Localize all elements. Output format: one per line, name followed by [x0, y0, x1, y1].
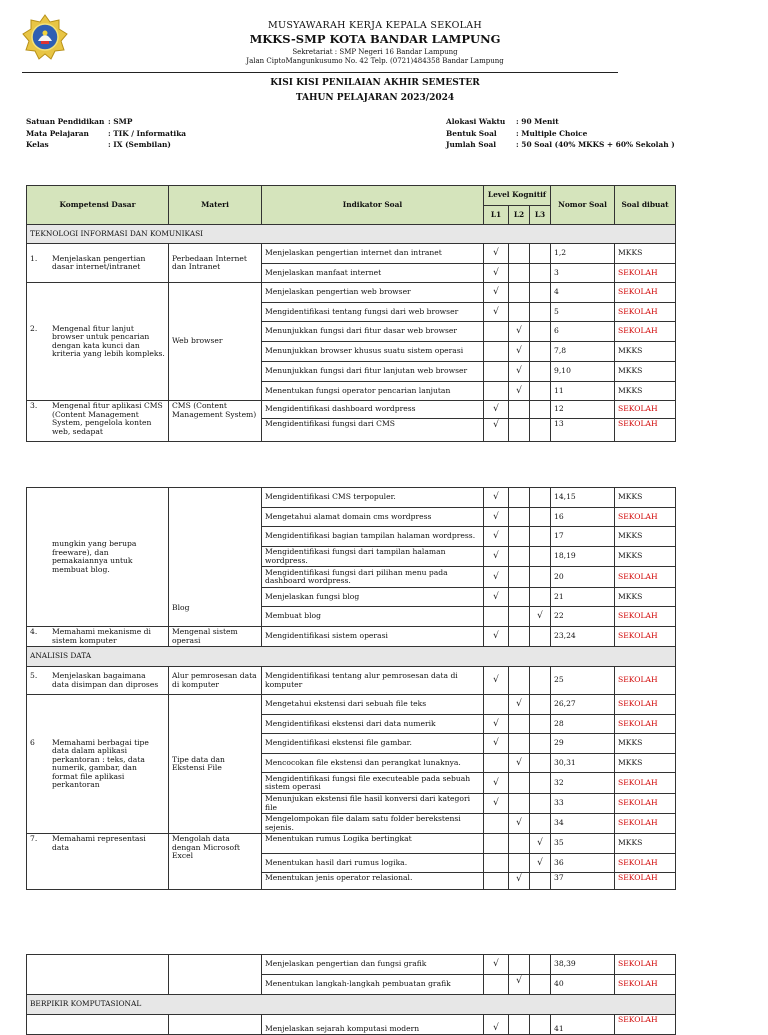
kd-cell	[27, 1015, 169, 1035]
materi-cell	[169, 955, 262, 995]
nomor-cell: 36	[551, 854, 615, 873]
dibuat-cell: MKKS	[615, 734, 676, 754]
nomor-cell: 9,10	[551, 362, 615, 382]
level-check: √	[484, 419, 509, 442]
meta-label: Bentuk Soal	[446, 128, 497, 138]
nomor-cell: 12	[551, 401, 615, 419]
table-row	[27, 401, 676, 419]
indikator-cell: Menjelaskan sejarah komputasi modern	[262, 1015, 484, 1035]
header-kompetensi-dasar: Kompetensi Dasar	[27, 186, 169, 225]
materi-cell	[169, 1015, 262, 1035]
table-row	[27, 1015, 676, 1035]
dibuat-cell: MKKS	[615, 488, 676, 508]
table-row	[27, 283, 676, 303]
meta-label: Satuan Pendidikan	[26, 117, 105, 126]
kd-cell	[27, 955, 169, 995]
nomor-cell: 25	[551, 667, 615, 695]
address-secretariat: Sekretariat : SMP Negeri 16 Bandar Lampung	[292, 48, 458, 56]
level-check: √	[509, 754, 530, 773]
kisi-table-1	[26, 185, 676, 442]
level-check: √	[484, 508, 509, 527]
nomor-cell: 26,27	[551, 695, 615, 715]
level-check: √	[484, 955, 509, 975]
indikator-cell: Mengidentifikasi tentang fungsi dari web browser	[262, 303, 484, 322]
dibuat-cell: MKKS	[615, 342, 676, 362]
dibuat-cell: SEKOLAH	[615, 715, 676, 734]
document-year: TAHUN PELAJARAN 2023/2024	[295, 93, 455, 103]
nomor-cell: 14,15	[551, 488, 615, 508]
dibuat-cell: MKKS	[615, 754, 676, 773]
nomor-cell: 11	[551, 382, 615, 401]
header-materi: Materi	[169, 186, 262, 225]
indikator-cell: Mengidentifikasi tentang alur pemrosesan data di komputer	[262, 667, 484, 695]
nomor-cell: 33	[551, 794, 615, 814]
dibuat-cell: MKKS	[615, 382, 676, 401]
indikator-cell: Mengidentifikasi bagian tampilan halaman wordpress.	[262, 527, 484, 547]
meta-value: : SMP	[108, 117, 133, 126]
indikator-cell: Mengidentifikasi ekstensi dari data numerik	[262, 715, 484, 734]
nomor-cell: 29	[551, 734, 615, 754]
header-l1: L1	[484, 206, 509, 225]
level-check: √	[484, 794, 509, 814]
kd-cell	[27, 695, 169, 834]
indikator-cell: Mengidentifikasi fungsi dari CMS	[262, 419, 484, 442]
indikator-cell: Menjelaskan pengertian dan fungsi grafik	[262, 955, 484, 975]
nomor-cell: 7,8	[551, 342, 615, 362]
kd-text: Menjelaskan pengertian dasar internet/intranet	[52, 253, 146, 271]
indikator-cell: Mengidentifikasi fungsi dari pilihan menu pada dashboard wordpress.	[262, 567, 484, 588]
indikator-cell: Menunjukkan fungsi dari fitur lanjutan web browser	[262, 362, 484, 382]
kisi-table-2	[26, 487, 676, 890]
level-check: √	[484, 244, 509, 264]
level-check: √	[484, 567, 509, 588]
meta-left	[26, 117, 186, 152]
indikator-cell: Membuat blog	[262, 607, 484, 627]
materi-cell: CMS (Content Management System)	[169, 401, 262, 442]
materi-cell: Web browser	[169, 283, 262, 401]
level-check: √	[509, 362, 530, 382]
dibuat-cell: SEKOLAH	[615, 814, 676, 834]
indikator-cell: Mengidentifikasi fungsi dari tampilan halaman wordpress.	[262, 547, 484, 567]
kd-number: 1.	[30, 253, 38, 263]
meta-value: : 50 Soal (40% MKKS + 60% Sekolah )	[516, 140, 675, 149]
header-soal-dibuat: Soal dibuat	[615, 186, 676, 225]
dibuat-cell: SEKOLAH	[615, 873, 676, 890]
level-check: √	[484, 488, 509, 508]
dibuat-cell: SEKOLAH	[615, 1015, 676, 1035]
indikator-cell: Menjelaskan manfaat internet	[262, 264, 484, 283]
materi-cell: Blog	[169, 488, 262, 627]
dibuat-cell: SEKOLAH	[615, 667, 676, 695]
indikator-cell: Menunjukkan browser khusus suatu sistem operasi	[262, 342, 484, 362]
meta-right	[446, 117, 675, 152]
nomor-cell: 22	[551, 607, 615, 627]
level-check: √	[509, 975, 530, 995]
org-line-2: MKKS-SMP KOTA BANDAR LAMPUNG	[249, 32, 501, 46]
section-heading: TEKNOLOGI INFORMASI DAN KOMUNIKASI	[27, 225, 676, 244]
dibuat-cell: SEKOLAH	[615, 303, 676, 322]
kd-number: 7.	[30, 834, 38, 843]
nomor-cell: 38,39	[551, 955, 615, 975]
table-row	[27, 667, 676, 695]
kd-cell	[27, 401, 169, 442]
indikator-cell: Menentukan hasil dari rumus logika.	[262, 854, 484, 873]
indikator-cell: Mengidentifikasi sistem operasi	[262, 627, 484, 647]
dibuat-cell: MKKS	[615, 834, 676, 854]
indikator-cell: Mengidentifikasi CMS terpopuler.	[262, 488, 484, 508]
level-check: √	[484, 264, 509, 283]
indikator-cell: Mengetahui alamat domain cms wordpress	[262, 508, 484, 527]
kd-text: mungkin yang berupa freeware), dan pemakaiannya untuk membuat blog.	[52, 539, 137, 574]
level-check: √	[484, 588, 509, 607]
dibuat-cell: SEKOLAH	[615, 567, 676, 588]
meta-label: Kelas	[26, 140, 49, 149]
nomor-cell: 21	[551, 588, 615, 607]
level-check: √	[509, 814, 530, 834]
dibuat-cell: SEKOLAH	[615, 283, 676, 303]
nomor-cell: 35	[551, 834, 615, 854]
level-check: √	[484, 283, 509, 303]
level-check: √	[530, 854, 551, 873]
kd-cell	[27, 488, 169, 627]
kd-number: 5.	[30, 671, 38, 680]
header-nomor-soal: Nomor Soal	[551, 186, 615, 225]
level-check: √	[484, 627, 509, 647]
header-level-kognitif: Level Kognitif	[484, 186, 551, 206]
nomor-cell: 4	[551, 283, 615, 303]
dibuat-cell: MKKS	[615, 244, 676, 264]
meta-label: Mata Pelajaran	[26, 128, 89, 138]
header-rule	[22, 72, 618, 73]
table-row	[27, 695, 676, 715]
dibuat-cell: MKKS	[615, 362, 676, 382]
indikator-cell: Menjelaskan pengertian internet dan intranet	[262, 244, 484, 264]
level-check: √	[484, 773, 509, 794]
header-l2: L2	[509, 206, 530, 225]
level-check: √	[484, 527, 509, 547]
dibuat-cell: MKKS	[615, 547, 676, 567]
kd-number: 6	[30, 737, 35, 747]
dibuat-cell: SEKOLAH	[615, 264, 676, 283]
indikator-cell: Mengidentifikasi ekstensi file gambar.	[262, 734, 484, 754]
header-l3: L3	[530, 206, 551, 225]
nomor-cell: 40	[551, 975, 615, 995]
header-indikator: Indikator Soal	[262, 186, 484, 225]
nomor-cell: 30,31	[551, 754, 615, 773]
materi-cell: Mengolah data dengan Microsoft Excel	[169, 834, 262, 890]
materi-cell: Tipe data dan Ekstensi File	[169, 695, 262, 834]
kd-text: Memahami berbagai tipe data dalam aplikasi perkantoran : teks, data numerik, gambar, dan format file aplikasi perkantoran	[52, 737, 149, 789]
level-check: √	[509, 873, 530, 890]
dibuat-cell: MKKS	[615, 588, 676, 607]
nomor-cell: 16	[551, 508, 615, 527]
kd-cell	[27, 627, 169, 647]
dibuat-cell: MKKS	[615, 527, 676, 547]
nomor-cell: 28	[551, 715, 615, 734]
dibuat-cell: SEKOLAH	[615, 975, 676, 995]
kd-text: Menjelaskan bagaimana data disimpan dan diproses	[52, 671, 159, 689]
table-row	[27, 955, 676, 975]
dibuat-cell: SEKOLAH	[615, 794, 676, 814]
dibuat-cell: SEKOLAH	[615, 773, 676, 794]
indikator-cell: Menentukan langkah-langkah pembuatan grafik	[262, 975, 484, 995]
level-check: √	[484, 667, 509, 695]
dibuat-cell: SEKOLAH	[615, 854, 676, 873]
indikator-cell: Menjelaskan pengertian web browser	[262, 283, 484, 303]
table-row	[27, 834, 676, 854]
kd-cell	[27, 244, 169, 283]
dibuat-cell: SEKOLAH	[615, 401, 676, 419]
dibuat-cell: SEKOLAH	[615, 627, 676, 647]
level-check: √	[484, 715, 509, 734]
materi-cell: Perbedaan Internet dan Intranet	[169, 244, 262, 283]
indikator-cell: Menentukan jenis operator relasional.	[262, 873, 484, 890]
dibuat-cell: SEKOLAH	[615, 695, 676, 715]
level-check: √	[484, 303, 509, 322]
meta-label: Alokasi Waktu	[446, 117, 506, 126]
indikator-cell: Menentukan fungsi operator pencarian lanjutan	[262, 382, 484, 401]
kd-text: Memahami representasi data	[52, 834, 146, 852]
dibuat-cell: SEKOLAH	[615, 322, 676, 342]
indikator-cell: Menunjukan ekstensi file hasil konversi dari kategori file	[262, 794, 484, 814]
table-row	[27, 627, 676, 647]
kd-text: Mengenal fitur lanjut browser untuk pencarian dengan kata kunci dan kriteria yang lebih kompleks.	[52, 323, 165, 358]
materi-cell: Alur pemrosesan data di komputer	[169, 667, 262, 695]
level-check: √	[509, 382, 530, 401]
org-line-1: MUSYAWARAH KERJA KEPALA SEKOLAH	[267, 20, 483, 31]
dibuat-cell: SEKOLAH	[615, 419, 676, 442]
nomor-cell: 1,2	[551, 244, 615, 264]
kd-cell	[27, 283, 169, 401]
nomor-cell: 23,24	[551, 627, 615, 647]
nomor-cell: 3	[551, 264, 615, 283]
nomor-cell: 37	[551, 873, 615, 890]
nomor-cell: 6	[551, 322, 615, 342]
dibuat-cell: SEKOLAH	[615, 607, 676, 627]
level-check: √	[509, 342, 530, 362]
nomor-cell: 13	[551, 419, 615, 442]
indikator-cell: Menentukan rumus Logika bertingkat	[262, 834, 484, 854]
section-heading: BERPIKIR KOMPUTASIONAL	[27, 995, 676, 1015]
dibuat-cell: SEKOLAH	[615, 955, 676, 975]
nomor-cell: 20	[551, 567, 615, 588]
nomor-cell: 5	[551, 303, 615, 322]
level-check: √	[484, 401, 509, 419]
document-title: KISI KISI PENILAIAN AKHIR SEMESTER	[270, 78, 480, 88]
level-check: √	[484, 547, 509, 567]
nomor-cell: 41	[551, 1015, 615, 1035]
level-check: √	[484, 1015, 509, 1035]
level-check: √	[509, 322, 530, 342]
meta-value: : IX (Sembilan)	[108, 140, 171, 149]
kd-text: Memahami mekanisme di sistem komputer	[52, 627, 151, 645]
school-logo	[22, 14, 68, 60]
level-check: √	[509, 695, 530, 715]
indikator-cell: Mengidentifikasi dashboard wordpress	[262, 401, 484, 419]
kd-number: 4.	[30, 627, 38, 636]
kd-text: Mengenal fitur aplikasi CMS (Content Management System, pengelola konten web, sedapat	[52, 401, 163, 436]
indikator-cell: Mengetahui ekstensi dari sebuah file teks	[262, 695, 484, 715]
indikator-cell: Menjelaskan fungsi blog	[262, 588, 484, 607]
nomor-cell: 32	[551, 773, 615, 794]
level-check: √	[530, 607, 551, 627]
dibuat-cell: SEKOLAH	[615, 508, 676, 527]
indikator-cell: Mengelompokan file dalam satu folder berekstensi sejenis.	[262, 814, 484, 834]
kd-cell	[27, 834, 169, 890]
nomor-cell: 18,19	[551, 547, 615, 567]
address-street: Jalan CiptoMangunkusumo No. 42 Telp. (0721)484358 Bandar Lampung	[246, 57, 504, 65]
meta-value: : TIK / Informatika	[108, 128, 187, 138]
meta-value: : Multiple Choice	[516, 128, 588, 138]
meta-value: : 90 Menit	[516, 117, 559, 126]
table-row	[27, 244, 676, 264]
materi-cell: Mengenal sistem operasi	[169, 627, 262, 647]
level-check: √	[484, 734, 509, 754]
kd-cell	[27, 667, 169, 695]
nomor-cell: 17	[551, 527, 615, 547]
kd-number: 2.	[30, 323, 38, 333]
section-heading: ANALISIS DATA	[27, 647, 676, 667]
kd-number: 3.	[30, 401, 38, 410]
meta-label: Jumlah Soal	[446, 140, 497, 149]
indikator-cell: Mengidentifikasi fungsi file executeable pada sebuah sistem operasi	[262, 773, 484, 794]
level-check: √	[530, 834, 551, 854]
indikator-cell: Mencocokan file ekstensi dan perangkat lunaknya.	[262, 754, 484, 773]
table-row	[27, 488, 676, 508]
nomor-cell: 34	[551, 814, 615, 834]
kisi-table-3	[26, 954, 676, 1035]
indikator-cell: Menunjukkan fungsi dari fitur dasar web browser	[262, 322, 484, 342]
